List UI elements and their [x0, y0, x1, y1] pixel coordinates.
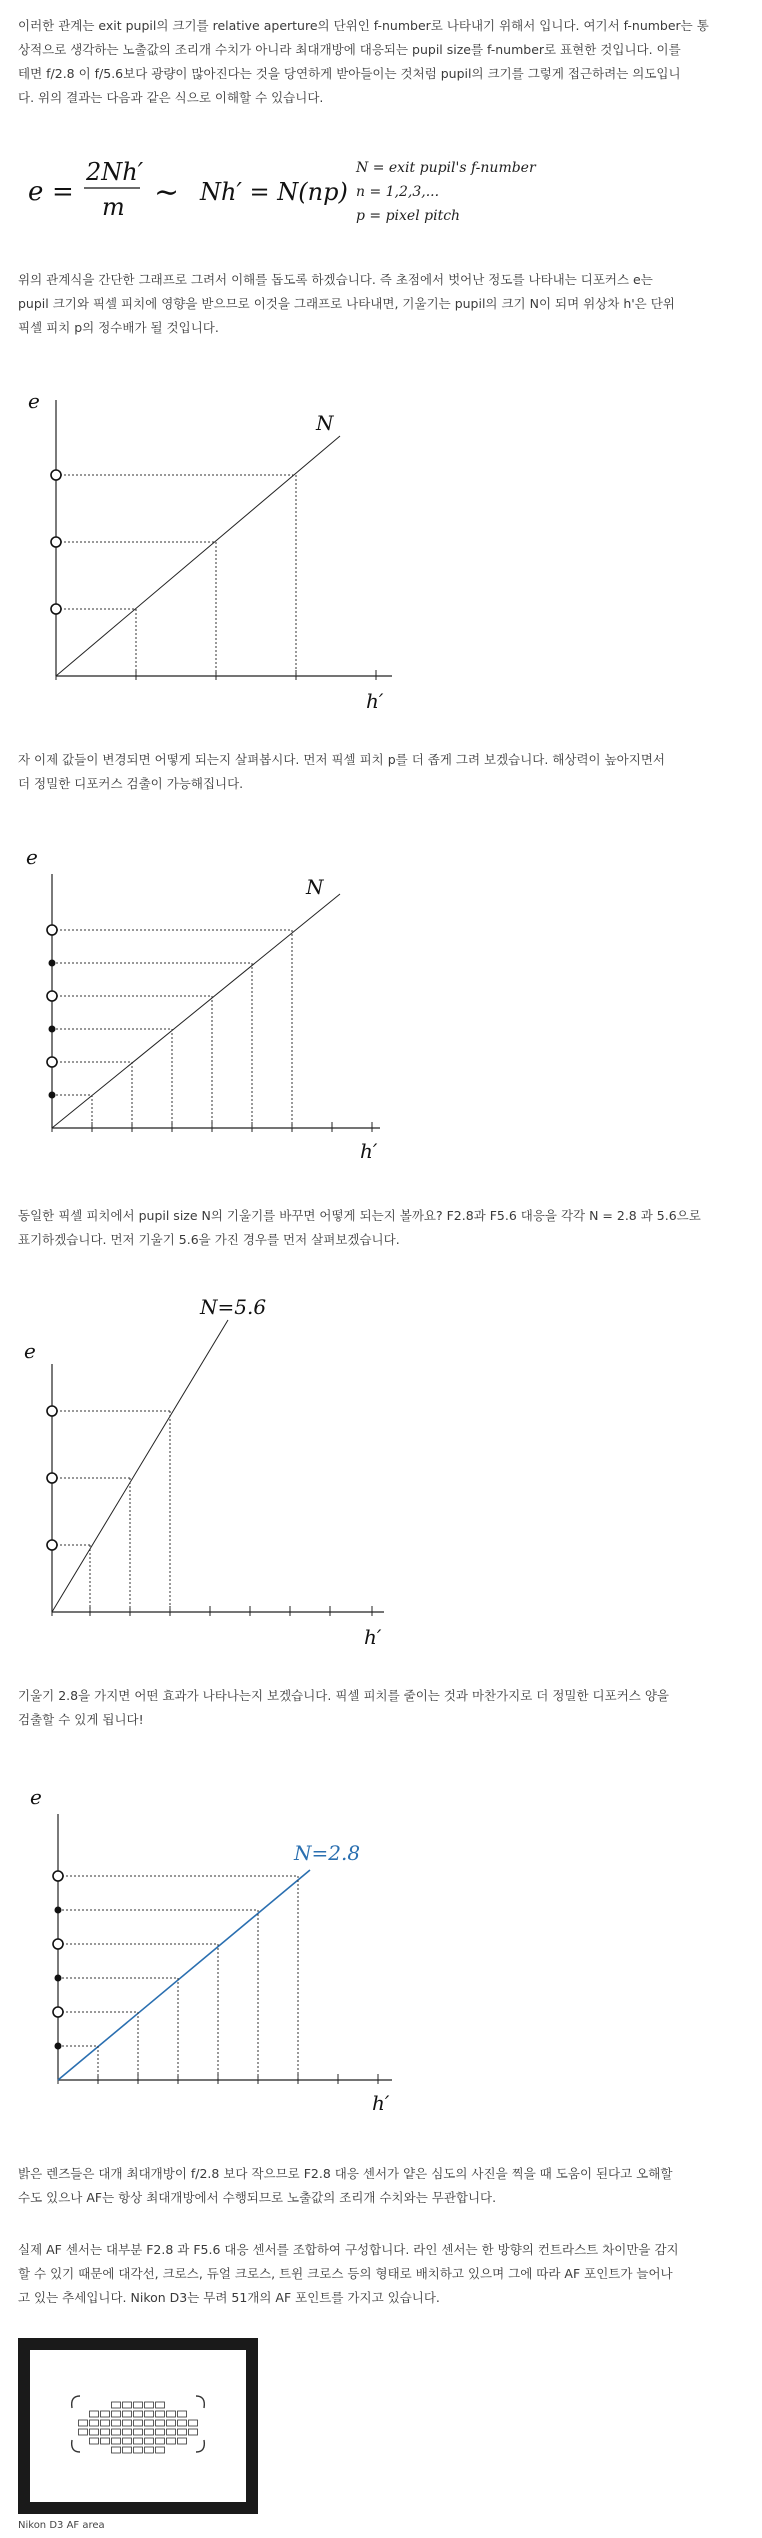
graph-4-marker-1 — [55, 2043, 62, 2050]
graph-4-slope-line — [58, 1870, 310, 2080]
graph-2-marker-5 — [49, 960, 56, 967]
figure-caption: Nikon D3 AF area — [18, 2520, 105, 2531]
graph-4-y-label: e — [30, 1785, 42, 1809]
graph-4-marker-6 — [53, 1871, 63, 1881]
paragraph-1: 이러한 관계는 exit pupil의 크기를 relative aperture의 단위인 f-number로 나타내기 위해서 입니다. 여기서 f-number는 통 상적으로 생각하는 노출값의 조리개 수치가 아니라 최대개방에 대응되는 pupil size를 f-number로 표현한 것입니다. 이를 테면 f/2.8 이 f/5.6보다 광량이 많아진다는 것을 당연하게 받아들이는 것처럼 pupil의 크기를 그렇게 접근하려는 의도입니 다. 위의 결과는 다음과 같은 식으로 이해할 수 있습니다. — [18, 18, 709, 105]
graph-2-marker-2 — [47, 1057, 57, 1067]
graph-4-marker-3 — [55, 1975, 62, 1982]
graph-3-marker-2 — [47, 1473, 57, 1483]
graph-1-line-label: N — [316, 411, 334, 435]
graph-1-marker-1 — [51, 604, 61, 614]
equation-approx: ∼ — [154, 175, 180, 210]
paragraph-3: 자 이제 값들이 변경되면 어떻게 되는지 살펴봅시다. 먼저 픽셀 피치 p를 더 좁게 그려 보겠습니다. 해상력이 높아지면서 더 정밀한 디포커스 검출이 가능해집니다. — [18, 752, 665, 791]
graph-2 — [0, 840, 400, 1220]
paragraph-2: 위의 관계식을 간단한 그래프로 그려서 이해를 돕도록 하겠습니다. 즉 초점에서 벗어난 정도를 나타내는 디포커스 e는 pupil 크기와 픽셀 피치에 영향을 받으므로 이것을 그래프로 나타내면, 기울기는 pupil의 크기 N이 되며 위상차 h'은 단위 픽셀 피치 p의 정수배가 될 것입니다. — [18, 272, 675, 335]
graph-4-marker-2 — [53, 2007, 63, 2017]
graph-3-y-label: e — [24, 1339, 36, 1363]
equation-note-1: N = exit pupil's f-number — [356, 160, 536, 176]
graph-4-marker-5 — [55, 1907, 62, 1914]
equation-denominator: m — [102, 193, 125, 221]
graph-4-line-label: N=2.8 — [294, 1841, 361, 1865]
graph-3-line-label: N=5.6 — [200, 1295, 267, 1319]
graph-1-x-label: h′ — [366, 689, 384, 713]
graph-3-slope-line — [52, 1320, 228, 1612]
paragraph-5: 기울기 2.8을 가지면 어떤 효과가 나타나는지 보겠습니다. 픽셀 피치를 줄이는 것과 마찬가지로 더 정밀한 디포커스 양을 검출할 수 있게 됩니다! — [18, 1688, 669, 1727]
paragraph-7: 실제 AF 센서는 대부분 F2.8 과 F5.6 대응 센서를 조합하여 구성합니다. 라인 센서는 한 방향의 컨트라스트 차이만을 감지 할 수 있기 때문에 대각선, 크로스, 듀얼 크로스, 트윈 크로스 등의 형태로 배치하고 있으며 그에 따라 AF 포인트가 늘어나 고 있는 추세입니다. Nikon D3는 무려 51개의 AF 포인트를 가지고 있습니다. — [18, 2242, 679, 2305]
graph-2-y-label: e — [26, 845, 38, 869]
graph-2-x-label: h′ — [360, 1139, 378, 1163]
af-area-figure — [0, 2336, 250, 2516]
equation-lhs: e — [28, 177, 44, 207]
equation-numerator: 2Nh′ — [86, 158, 144, 186]
paragraph-4: 동일한 픽셀 피치에서 pupil size N의 기울기를 바꾸면 어떻게 되는지 볼까요? F2.8과 F5.6 대응을 각각 N = 2.8 과 5.6으로 표기하겠습니다. 먼저 기울기 5.6을 가진 경우를 먼저 살펴보겠습니다. — [18, 1208, 701, 1247]
graph-1 — [0, 380, 400, 760]
graph-4-x-label: h′ — [372, 2091, 390, 2115]
equation-note-3: p = pixel pitch — [356, 208, 461, 224]
equation-note-2: n = 1,2,3,... — [356, 184, 440, 200]
graph-3-marker-3 — [47, 1406, 57, 1416]
graph-2-line-label: N — [306, 875, 324, 899]
graph-3 — [0, 1290, 400, 1670]
graph-4-marker-4 — [53, 1939, 63, 1949]
equation-mid: Nh′ = N(np) — [200, 178, 348, 206]
graph-1-marker-3 — [51, 470, 61, 480]
graph-1-marker-2 — [51, 537, 61, 547]
graph-2-marker-1 — [49, 1092, 56, 1099]
graph-1-y-label: e — [28, 389, 40, 413]
graph-2-slope-line — [52, 894, 340, 1128]
graph-1-slope-line — [56, 436, 340, 676]
graph-3-marker-1 — [47, 1540, 57, 1550]
equation-equals: = — [52, 177, 74, 207]
graph-2-marker-4 — [47, 991, 57, 1001]
graph-4 — [0, 1780, 420, 2160]
graph-2-marker-6 — [47, 925, 57, 935]
graph-2-marker-3 — [49, 1026, 56, 1033]
equation — [0, 140, 762, 240]
graph-3-x-label: h′ — [364, 1625, 382, 1649]
paragraph-6: 밝은 렌즈들은 대개 최대개방이 f/2.8 보다 작으므로 F2.8 대응 센서가 얕은 심도의 사진을 찍을 때 도움이 된다고 오해할 수도 있으나 AF는 항상 최대개방에서 수행되므로 노출값의 조리개 수치와는 무관합니다. — [18, 2166, 673, 2205]
